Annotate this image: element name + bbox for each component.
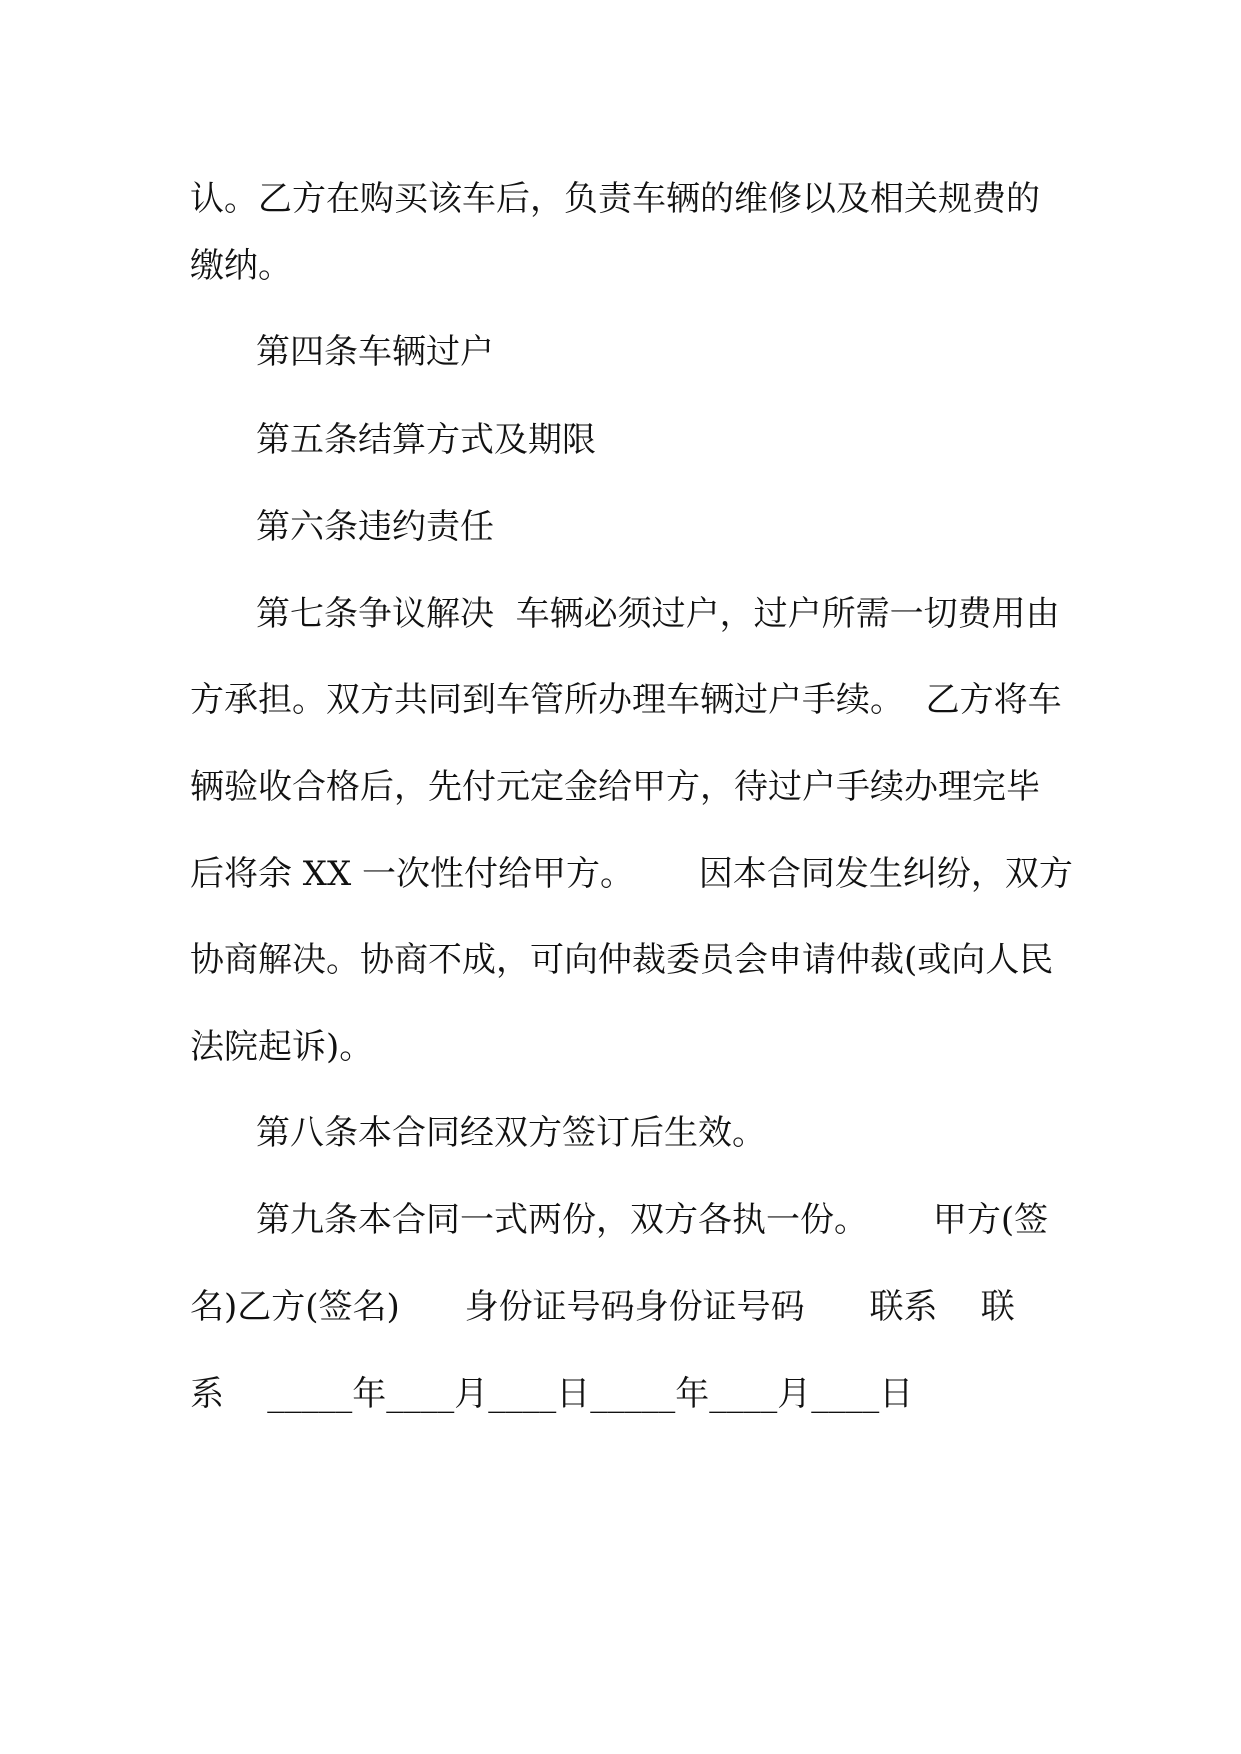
clause-5-heading: 第五条结算方式及期限 [256,420,596,460]
clause-7-paragraph-line-6: 法院起诉)。 [190,1027,374,1067]
clause-7-paragraph-line-1: 第七条争议解决 车辆必须过户，过户所需一切费用由 [256,594,1060,634]
clause-9-line-1: 第九条本合同一式两份，双方各执一份。 甲方(签 [256,1200,1049,1240]
text-line-2: 缴纳。 [190,246,292,286]
clause-7-paragraph-line-5: 协商解决。协商不成，可向仲裁委员会申请仲裁(或向人民 [190,940,1054,980]
clause-6-heading: 第六条违约责任 [256,507,494,547]
clause-7-paragraph-line-4: 后将余 XX 一次性付给甲方。 因本合同发生纠纷，双方 [190,854,1073,894]
clause-4-heading: 第四条车辆过户 [256,332,494,372]
clause-7-paragraph-line-2: 方承担。双方共同到车管所办理车辆过户手续。 乙方将车 [190,680,1062,720]
date-line: 系 _____年____月____日_____年____月____日 [190,1374,914,1414]
text-line-1: 认。乙方在购买该车后，负责车辆的维修以及相关规费的 [190,179,1040,219]
clause-7-paragraph-line-3: 辆验收合格后，先付元定金给甲方，待过户手续办理完毕 [190,767,1040,807]
clause-8-heading: 第八条本合同经双方签订后生效。 [256,1113,766,1153]
signature-line: 名)乙方(签名) 身份证号码身份证号码 联系 联 [190,1287,1015,1327]
